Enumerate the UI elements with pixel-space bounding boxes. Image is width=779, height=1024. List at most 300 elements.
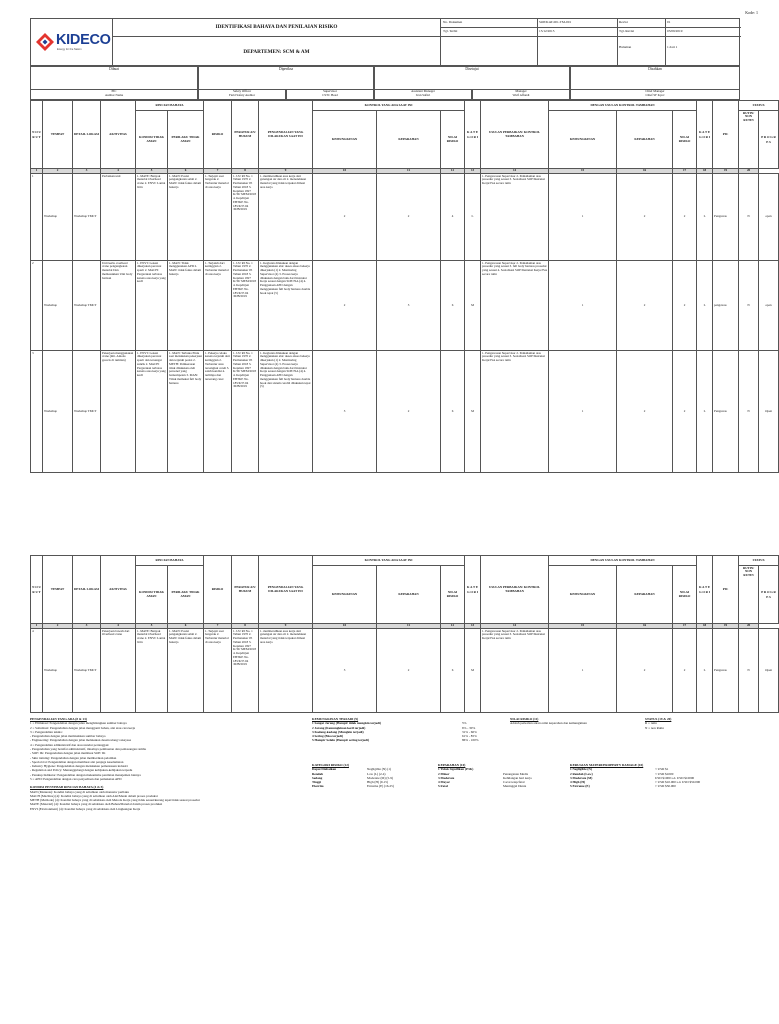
- logo-wordmark: KIDECO: [56, 32, 111, 48]
- cell-nilai-2: 2: [673, 629, 697, 713]
- column-number: 10: [313, 169, 377, 174]
- cell-no: 3: [31, 351, 43, 473]
- legend-list: [570, 767, 740, 788]
- cell-kemungkinan-2: 1: [549, 174, 617, 261]
- meta-label: Revisi: [619, 20, 628, 24]
- cell-rutin: N: [739, 261, 759, 351]
- meta-value: 1 dari 1: [667, 45, 678, 49]
- col-header-kondisi: KONDISI TIDAK AMAN: [136, 111, 168, 169]
- signature-name: Ivan Safitri: [415, 93, 431, 97]
- legend-item-label: 4 Sering (Bisa terjadi): [312, 734, 344, 739]
- col-header-dengan: DENGAN USULAN KONTROL TAMBAHAN: [549, 101, 697, 111]
- cell-kategori: L: [465, 174, 481, 261]
- col-header-nilai-2: NILAI RISIKO: [673, 566, 697, 624]
- legend-title: STATUS (19 & 20): [645, 717, 672, 721]
- cell-kategori: M: [465, 351, 481, 473]
- column-number: 11: [377, 624, 441, 629]
- column-number: 14: [481, 169, 549, 174]
- cell-nilai: 6: [441, 351, 465, 473]
- column-number: 1: [31, 169, 43, 174]
- column-number: 16: [617, 624, 673, 629]
- cell-risiko: 1. Terjepit saat bergerak 2. Terbentur material di area kerja: [204, 174, 232, 261]
- signature-name: Auditor Name: [104, 93, 124, 97]
- legend-item: 1 = Eliminasi: Pengendalian dengan jalan menghilangkan sumber bahaya: [30, 721, 127, 726]
- column-number: 5: [136, 169, 168, 174]
- column-number: 11: [377, 169, 441, 174]
- legend-item-value: > USD $10.000 s.d. USD $50.000: [655, 780, 701, 785]
- cell-pengendalian: 1. membersihkan area kerja dari genangan air dan oli 2. menandakan material yang tidak terpakai dimasi area kerja: [259, 174, 313, 261]
- cell-kategori-2: L: [697, 174, 713, 261]
- legend-text: R = rutin: [645, 721, 657, 726]
- cell-keparahan-2: 2: [617, 261, 673, 351]
- cell-nilai-2: 2: [673, 174, 697, 261]
- legend-item: 5 = APD: Pengendalian dengan cara penyediaan dan pemakaian APD: [30, 776, 122, 781]
- legend-item: - Penutup Indikator: Pengendalian dengan mekanisme penilaian manajemen lainnya: [30, 772, 141, 777]
- cell-tempat: Workshop: [43, 261, 73, 351]
- signature-name: Wulf Affandi: [512, 93, 530, 97]
- cell-pic: Pengawas: [713, 351, 739, 473]
- col-header-perilaku: PERILAKU TIDAK AMAN: [168, 566, 204, 624]
- signature-names-mid2: [286, 89, 374, 100]
- col-header-no: N O U R U T: [31, 101, 43, 169]
- cell-keparahan: 2: [377, 351, 441, 473]
- legend-kemungkinan: [312, 717, 502, 743]
- legend-item-value: 86% - 100%: [462, 738, 479, 743]
- cell-usulan: 1. Pengawasan Supervisor 2. Pemahaman atas prosedur yang sesuai 3. Sosialisasi SOP/Instruksi Kerja/JSA secara rutin: [481, 351, 549, 473]
- meta-value: SOP/KAT-001-TM-001: [539, 20, 572, 24]
- signature-block: [30, 60, 740, 100]
- column-number: 20: [739, 169, 759, 174]
- cell-nilai: 4: [441, 174, 465, 261]
- table-row: [31, 351, 779, 473]
- legend-item-label: 2 Minor: [438, 771, 450, 776]
- column-number: 19: [713, 624, 739, 629]
- legend-title: PENGENDALIAN YANG ADA (8 & 13): [30, 717, 87, 721]
- cell-aktivitas: Perbaikan unit: [101, 174, 136, 261]
- signature-role: Disahkan: [648, 67, 662, 71]
- column-number: 8: [232, 624, 259, 629]
- signature-name: Chief Manager: [645, 89, 665, 93]
- col-header-nilai-2: NILAI RISIKO: [673, 111, 697, 169]
- cell-keparahan-2: 2: [617, 174, 673, 261]
- column-number: 7: [204, 169, 232, 174]
- col-header-keparahan: KEPARAHAN: [377, 111, 441, 169]
- risk-table-page-1: [30, 100, 779, 473]
- cell-keparahan: 2: [377, 174, 441, 261]
- column-number: 20: [739, 624, 759, 629]
- meta-row: [441, 28, 741, 37]
- col-header-kondisi: KONDISI TIDAK AMAN: [136, 566, 168, 624]
- signature-name: CSTC Head: [322, 93, 338, 97]
- legend-item-value: 31% - 60%: [462, 729, 477, 734]
- col-header-keparahan: KEPARAHAN: [377, 566, 441, 624]
- legend-title: NILAI RISIKO (11): [510, 717, 539, 721]
- col-header-kategori-2: K A T E G O R I: [697, 556, 713, 624]
- cell-nilai-2: 2: [673, 351, 697, 473]
- meta-value: 15/12/2015: [539, 29, 555, 33]
- cell-perilaku: 1. MAN: Tidak menggunakan APD 2. MAN: tidak fokus dalam bekerja: [168, 261, 204, 351]
- legend-item: ENVI (Environment) (4): Kondisi bahaya yang di sebabkan oleh Lingkungan Kerja: [30, 806, 141, 811]
- cell-perilaku: 1. MAN: Posisi pengangkatan salah 2. MAN: tidak fokus dalam bekerja: [168, 174, 204, 261]
- column-number: 10: [313, 624, 377, 629]
- meta-value: 01: [667, 20, 671, 24]
- column-number: 13: [465, 169, 481, 174]
- col-header-peraturan: PERATUR AN/ HUKUM: [232, 101, 259, 169]
- legend-item-value: Moderate (M) (5-9): [367, 775, 393, 780]
- cell-risiko: 1. Terjatuh dari ketinggian 2. Terbentur material di area kerja: [204, 261, 232, 351]
- column-number: 14: [481, 624, 549, 629]
- col-header-keparahan-2: KEPARAHAN: [617, 111, 673, 169]
- col-header-dengan: DENGAN USULAN KONTROL TAMBAHAN: [549, 556, 697, 566]
- col-header-pengendalian: PENGENDALIAN YANG DILAKUKAN SAAT INI: [259, 101, 313, 169]
- meta-label: Tgl. Revisi: [619, 29, 635, 33]
- legend-item: - Special rtst: Pengendalian dengan membuat alat penjaga keselamatan: [30, 759, 124, 764]
- legend-item: [312, 784, 427, 788]
- document-title: IDENTIFIKASI BAHAYA DAN PENILAIAN RISIKO: [113, 19, 440, 37]
- legend-item-label: 3 Moderate: [438, 775, 455, 780]
- cell-kemungkinan-2: 1: [549, 351, 617, 473]
- table-row: [31, 174, 779, 261]
- table-header: [31, 556, 779, 624]
- signature-name: PIC: [111, 89, 117, 93]
- col-header-detail: DETAIL LOKASI: [73, 101, 101, 169]
- form-code: Kode: 1: [745, 10, 758, 15]
- cell-rutin: N: [739, 174, 759, 261]
- legend-item-value: > USD $50.000: [655, 784, 676, 789]
- cell-kategori: M: [465, 261, 481, 351]
- cell-kondisi: 1. MATE: Banyak material Overhead crane 2. ENVI: Lantai licin: [136, 629, 168, 713]
- legend-item-value: Low (L) (2-4): [367, 771, 386, 776]
- meta-value: 03/09/2019: [667, 29, 683, 33]
- legend-item-label: 1 Tidak Signifikan (P3K): [438, 767, 474, 772]
- cell-kategori-2: L: [697, 261, 713, 351]
- column-number: 3: [73, 169, 101, 174]
- column-number: 15: [549, 624, 617, 629]
- column-number: 18: [697, 624, 713, 629]
- legend-item-label: 5 Extreme (E): [570, 784, 590, 789]
- legend-item-value: Penanganan Medis: [503, 771, 528, 776]
- legend-item: - Pengendalian yang bersifat administratif, misalnya pembuatan dan pemasangan rambu: [30, 746, 147, 751]
- legend-item-label: 1 Sangat Jarang (Hampir tidak mungkin terjadi): [312, 721, 381, 726]
- cell-progres: Open: [759, 629, 779, 713]
- legend-item-label: Tinggi: [312, 780, 322, 785]
- cell-perilaku: 1. MAN: Terbuka Pintu saat melakukan pekerjaan dan terjatuh posisi 2. METH: Pemkerasan tidak dilakukan oleh personel yang berkompeten 3. MAN: Tidak memakai full body harness: [168, 351, 204, 473]
- column-number: 4: [101, 624, 136, 629]
- department-title: DEPARTEMEN: SCM & AM: [243, 48, 310, 55]
- col-header-kategori: K A T E G O R I: [465, 556, 481, 624]
- cell-kemungkinan: 2: [313, 261, 377, 351]
- cell-no: 4: [31, 629, 43, 713]
- cell-pic: Pengawas: [713, 174, 739, 261]
- cell-risiko: 1. Pekerja celaka karena terjatuh dari ketinggian 2. Terbentur atau tersangkut cereh 3. salah kondisi 4. tertimpa dan terserang cater: [204, 351, 232, 473]
- column-number: 6: [168, 169, 204, 174]
- cell-tempat: Workshop: [43, 629, 73, 713]
- cell-progres: open: [759, 174, 779, 261]
- col-header-keparahan-2: KEPARAHAN: [617, 566, 673, 624]
- column-number: 13: [465, 624, 481, 629]
- cell-kemungkinan: 3: [313, 351, 377, 473]
- cell-usulan: 1. Pengawasan Supervisor 2. Pemahaman atas prosedur yang sesuai 3. full body harness prosedur yang sesuai 4. Sosialisasi SOP/Instruksi Kerja/JSA secara rutin: [481, 261, 549, 351]
- legend-list: [438, 767, 558, 788]
- signature-name: Supervisor: [323, 89, 337, 93]
- cell-peraturan: 1. UU RI No. 1 Tahun 1970 2. Permenaker 05 Tahun 2018 3. Kepmen 1827 K/30/ MEM/2018 4. Kepdirjen EBTKE No. 185/K37.04 /DJB/2019: [232, 261, 259, 351]
- column-number: 9: [259, 169, 313, 174]
- legend-status: [645, 717, 740, 730]
- legend-item-label: 5 Hampir Selalu (Hampir sering terjadi): [312, 738, 369, 743]
- cell-kondisi: 1. ENVI: Lokasi dikerjakan perawat sparit 2. MACH: Pergerakan terbatas karena area kerja yang kecil: [136, 261, 168, 351]
- legend-item: - Pengendalian dengan jalan memisahkan sumber bahaya: [30, 734, 106, 739]
- legend-list: [312, 767, 427, 788]
- cell-kategori-2: L: [697, 629, 713, 713]
- col-header-aktivitas: AKTIVITAS: [101, 101, 136, 169]
- cell-no: 1: [31, 174, 43, 261]
- cell-pic: Pengawas: [713, 629, 739, 713]
- legend-text: N = non Rutin: [645, 725, 664, 730]
- column-number: 2: [43, 624, 73, 629]
- legend-item-label: Rendah: [312, 771, 323, 776]
- cell-kemungkinan: 2: [313, 174, 377, 261]
- meta-row: [441, 19, 741, 28]
- cell-progres: open: [759, 261, 779, 351]
- column-number: 17: [673, 169, 697, 174]
- cell-risiko: 1. Terjepit saat bergerak 2. Terbentur material di area kerja: [204, 629, 232, 713]
- col-header-kemungkinan-2: KEMUNGKINAN: [549, 566, 617, 624]
- col-header-peraturan: PERATUR AN/ HUKUM: [232, 556, 259, 624]
- signature-name: Field Safety Auditor: [228, 93, 256, 97]
- col-header-aktivitas: AKTIVITAS: [101, 556, 136, 624]
- cell-kemungkinan-2: 1: [549, 261, 617, 351]
- cell-keparahan-2: 2: [617, 351, 673, 473]
- table-body: [31, 624, 779, 713]
- column-number: 5: [136, 624, 168, 629]
- col-header-kategori: K A T E G O R I: [465, 101, 481, 169]
- cell-keparahan: 2: [377, 629, 441, 713]
- col-header-perilaku: PERILAKU TIDAK AMAN: [168, 111, 204, 169]
- cell-kategori-2: L: [697, 351, 713, 473]
- meta-label: Halaman: [619, 45, 632, 49]
- column-number: 15: [549, 169, 617, 174]
- risk-table-page-2: [30, 555, 779, 713]
- meta-label: No. Dokumen: [443, 20, 463, 24]
- legend-title: KEPARAHAN (10): [438, 763, 466, 767]
- legend-item-label: Ekstrim: [312, 784, 324, 789]
- legend-item-label: 2 Jarang (Kemungkinan kecil terjadi): [312, 725, 366, 730]
- legend-item: 2 = Substitusi: Pengendalian dengan jalan mengganti bahan, alat atau cara kerja: [30, 725, 136, 730]
- legend-item-value: 5%: [462, 721, 467, 726]
- col-header-usulan: USULAN PERBAIKAN/ KONTROL TAMBAHAN: [481, 556, 549, 624]
- column-number: 16: [617, 169, 673, 174]
- legend-item: - Regulation and Policy: Menanggulangi dengan kebijakan-kebijakan terpadu: [30, 768, 133, 773]
- signature-role: Diperiksa: [279, 67, 293, 71]
- col-header-pengendalian: PENGENDALIAN YANG DILAKUKAN SAAT INI: [259, 556, 313, 624]
- legend-item: - Skin training: Pengendalian dengan jalan memberikan pelatihan: [30, 755, 117, 760]
- logo-tagline: Energy for the Nation: [57, 48, 82, 51]
- col-header-risiko: RISIKO: [204, 101, 232, 169]
- legend-item-value: 6% - 30%: [462, 725, 476, 730]
- legend-item-label: 1 Negligible (N): [570, 767, 592, 772]
- col-header-no: N O U R U T: [31, 556, 43, 624]
- legend-item: [312, 738, 502, 742]
- legend-item: [570, 784, 740, 788]
- meta-label: Tgl. Terbit: [443, 29, 458, 33]
- legend-title: KATEGORI RISIKO (12): [312, 763, 349, 767]
- legend-title: KEMUNGKINAN TERJADI (9): [312, 717, 359, 721]
- legend-item-value: Kehilangan hari kerja: [503, 775, 532, 780]
- cell-nilai: 6: [441, 629, 465, 713]
- table-row: [31, 261, 779, 351]
- cell-progres: Open: [759, 351, 779, 473]
- legend-item-value: Extreme (E) (16-25): [367, 784, 394, 789]
- column-number: 4: [101, 169, 136, 174]
- column-number: 3: [73, 624, 101, 629]
- legend-list: [30, 721, 295, 781]
- col-header-risiko: RISIKO: [204, 556, 232, 624]
- col-header-rutin: RUTIN/ NON RUTIN: [739, 111, 759, 169]
- legend-item: METH (Methode) (4): Kondisi bahaya yang di sebabkan oleh Metode Kerja yang tidak sesuai/kurang tepat/tidak sesuai prosedur: [30, 798, 200, 803]
- kideco-logo: [35, 30, 111, 56]
- col-header-kontrol: KONTROL YANG ADA SAAT INI: [313, 101, 465, 111]
- legend-item-value: < USD $1: [655, 767, 669, 772]
- signature-names-far: [570, 89, 740, 100]
- legend-title: KERUGIAN MATERI/PROPERTY DAMAGE (10): [570, 763, 644, 767]
- signature-name: Safety Officer: [232, 89, 252, 93]
- cell-kondisi: 1. ENVI: Lokasi dikerjakan perawat sparit dan tersangat sunrik 2. MACH: Pergerakan terbatas karena area kerja yang kecil: [136, 351, 168, 473]
- legend-item-label: 5 Fatal: [438, 784, 448, 789]
- cell-pengendalian: 1. membersihkan area kerja dari genangan air dan oli 2. menandakan material yang tidak terpakai dimasi area kerja: [259, 629, 313, 713]
- cell-keparahan: 3: [377, 261, 441, 351]
- legend-item: [438, 784, 558, 788]
- legend-item-label: Dapat Diabaikan: [312, 767, 337, 772]
- legend-item-label: 4 Mayor: [438, 780, 450, 785]
- legend-text: Adalah perkalian antara nilai keparahan dan kemungkinan: [510, 721, 587, 726]
- legend-item-value: High (H) (9-15): [367, 780, 389, 785]
- legend-item: 3 = Pengendalian teknis:: [30, 729, 63, 734]
- column-number: 7: [204, 624, 232, 629]
- legend-item: - Engineering: Pengendalian dengan jalan melakukan desain ulang/ rekayasa: [30, 738, 132, 743]
- column-number: 9: [259, 624, 313, 629]
- col-header-kemungkinan: KEMUNGKINAN: [313, 111, 377, 169]
- legend-item: - SOP/ IK: Pengendalian dengan jalan membuat SOP/ IK: [30, 751, 106, 756]
- legend-nilai: [510, 717, 630, 726]
- cell-peraturan: 1. UU RI No. 1 Tahun 1970 2. Permenaker 05 Tahun 2018 3. Kepmen 1827 K/30/ MEM/2018 4. Kepdirjen EBTKE No. 185/K37.04 /DJB/2019: [232, 629, 259, 713]
- col-header-pic: PIC: [713, 101, 739, 169]
- legend-item-value: Negligible (N) (1): [367, 767, 391, 772]
- cell-keparahan-2: 2: [617, 629, 673, 713]
- legend-item: MATE (Material) (4): Kondisi bahaya yang di sebabkan oleh Bahan/Material dalam proses produksi: [30, 802, 163, 807]
- signature-names-right2: [472, 89, 570, 100]
- col-header-pic: PIC: [713, 556, 739, 624]
- col-header-rutin: RUTIN/ NON RUTIN: [739, 566, 759, 624]
- col-header-status: STATUS: [739, 556, 779, 566]
- signature-names-right: [374, 89, 472, 100]
- cell-kategori: M: [465, 629, 481, 713]
- col-header-kontrol: KONTROL YANG ADA SAAT INI: [313, 556, 465, 566]
- cell-pengendalian: 1. Kegiatan dilakukan dengan menggunakan alat/ akses akses bekerja dikerjakan (1) 2. Monitoring Supervisor (4) 3. Proses kerja dilakukan dengan baik dari Instruksi Kerja sesuai dengan SOP/JSA (4) 4. Penggunaan APD dengan menggunakan full body harness double hook dan sistem cerobh dilakukan tepat (5): [259, 351, 313, 473]
- signature-name: Manager: [515, 89, 527, 93]
- column-number: 12: [441, 624, 465, 629]
- col-header-tempat: TEMPAT: [43, 101, 73, 169]
- cell-tempat: Workshop: [43, 351, 73, 473]
- cell-detail: Workshop TMCT: [73, 261, 101, 351]
- cell-no: 2: [31, 261, 43, 351]
- cell-aktivitas: Unit kerlu overhead crane pengangkatan material Dan memasukkan Unit body barisan: [101, 261, 136, 351]
- column-number: 17: [673, 624, 697, 629]
- cell-kemungkinan: 3: [313, 629, 377, 713]
- col-header-tempat: TEMPAT: [43, 556, 73, 624]
- cell-perilaku: 1. MAN: Posisi pengangkatan salah 2. MAN: tidak fokus dalam bekerja: [168, 629, 204, 713]
- col-header-status: STATUS: [739, 101, 779, 111]
- legend-kerugian: [570, 763, 740, 789]
- cell-rutin: N: [739, 629, 759, 713]
- cell-detail: Workshop TMCT: [73, 174, 101, 261]
- column-number: 8: [232, 169, 259, 174]
- legend-item: MAN (Manusia): Kondisi bahaya yang di sebabkan oleh manusia/ perilaku: [30, 789, 129, 794]
- col-header-kemungkinan-2: KEMUNGKINAN: [549, 111, 617, 169]
- cell-nilai-2: 2: [673, 261, 697, 351]
- col-header-usulan: USULAN PERBAIKAN/ KONTROL TAMBAHAN: [481, 101, 549, 169]
- legend-item: 4 = Pengendalian administratif dan atau standar pertanggan:: [30, 742, 110, 747]
- signature-name: Chief SF Kyev: [645, 93, 665, 97]
- col-header-kategori-2: K A T E G O R I: [697, 101, 713, 169]
- legend-keparahan: [438, 763, 558, 789]
- col-header-progres: P R O G R E S: [759, 566, 779, 624]
- legend-kategori: [312, 763, 427, 789]
- cell-peraturan: 1. UU RI No. 1 Tahun 1970 2. Permenaker 05 Tahun 2018 3. Kepmen 1827 K/30/ MEM/2018 4. Kepdirjen EBTKE No. 185/K37.04 /DJB/2019: [232, 351, 259, 473]
- cell-aktivitas: Pekerjaan bawah dari Overhead crane: [101, 629, 136, 713]
- legend-item: - Industry Hygiene: Pengendalian dengan melakukan pemantauan industri: [30, 764, 128, 769]
- cell-nilai: 6: [441, 261, 465, 351]
- column-number: 2: [43, 169, 73, 174]
- signature-role: Disetujui: [465, 67, 479, 71]
- cell-detail: Workshop TMCT: [73, 629, 101, 713]
- signature-names-left: [30, 89, 198, 100]
- legend-list: [30, 790, 295, 811]
- signature-role: Dibuat: [109, 67, 119, 71]
- legend-item-label: 4 High (H): [570, 780, 586, 785]
- cell-pengendalian: 1. Kegiatan dilakukan dengan menggunakan alat/ akses akses bekerja dikerjakan (1) 2. Monitoring Supervisor (4) 3. Proses kerja dilakukan dengan baik dari Instruksi Kerja sesuai dengan SOP/JSA (4) 4. Penggunaan APD dengan menggunakan full body harness double hook tepat (5): [259, 261, 313, 351]
- col-header-detail: DETAIL LOKASI: [73, 556, 101, 624]
- signature-names-mid: [198, 89, 286, 100]
- cell-kondisi: 1. MATE: Banyak material Overhead crane 2. ENVI: Lantai licin: [136, 174, 168, 261]
- col-header-nilai: NILAI RISIKO: [441, 566, 465, 624]
- cell-tempat: Workshop: [43, 174, 73, 261]
- document-header: [30, 18, 740, 66]
- legend-item: MACH (Machine) (4): Kondisi bahaya yang di sebabkan oleh Alat/Mesin dalam proses produksi: [30, 793, 158, 798]
- cell-aktivitas: Pekerjaan menggunakan crane (mit. Anions goreck di rumitan): [101, 351, 136, 473]
- cell-kemungkinan-2: 1: [549, 629, 617, 713]
- cell-pic: pengawas: [713, 261, 739, 351]
- column-number: 12: [441, 169, 465, 174]
- cell-peraturan: 1. UU RI No. 1 Tahun 1970 2. Permenaker 05 Tahun 2018 3. Kepmen 1827 K/30/ MEM/2018 4. Kepdirjen EBTKE No. 185/K37.04 /DJB/2019: [232, 174, 259, 261]
- kideco-logo-icon: [35, 32, 55, 52]
- table-body: [31, 169, 779, 473]
- column-number: 6: [168, 624, 204, 629]
- table-row: [31, 629, 779, 713]
- legend-title: KONDISI PENYEBAB RINCIAN BAHAYA (4 & 5): [30, 785, 104, 790]
- column-number: 18: [697, 169, 713, 174]
- legend-item-label: Sedang: [312, 775, 323, 780]
- legend-item-label: 3 Kadang-kadang (Mungkin terjadi): [312, 729, 364, 734]
- legend-item-value: Meninggal Dunia: [503, 784, 527, 789]
- legend-list: [312, 721, 502, 742]
- col-header-progres: P R O G R E S: [759, 111, 779, 169]
- legend-pengendalian: [30, 717, 295, 811]
- col-header-rincian: RINCIAN BAHAYA: [136, 556, 204, 566]
- cell-usulan: 1. Pengawasan Supervisor 2. Pemahaman atas prosedur yang sesuai 3. Sosialisasi SOP/Instruksi Kerja/JSA secara rutin: [481, 629, 549, 713]
- table-header: [31, 101, 779, 169]
- signature-name: Assistant Manager: [411, 89, 435, 93]
- col-header-rincian: RINCIAN BAHAYA: [136, 101, 204, 111]
